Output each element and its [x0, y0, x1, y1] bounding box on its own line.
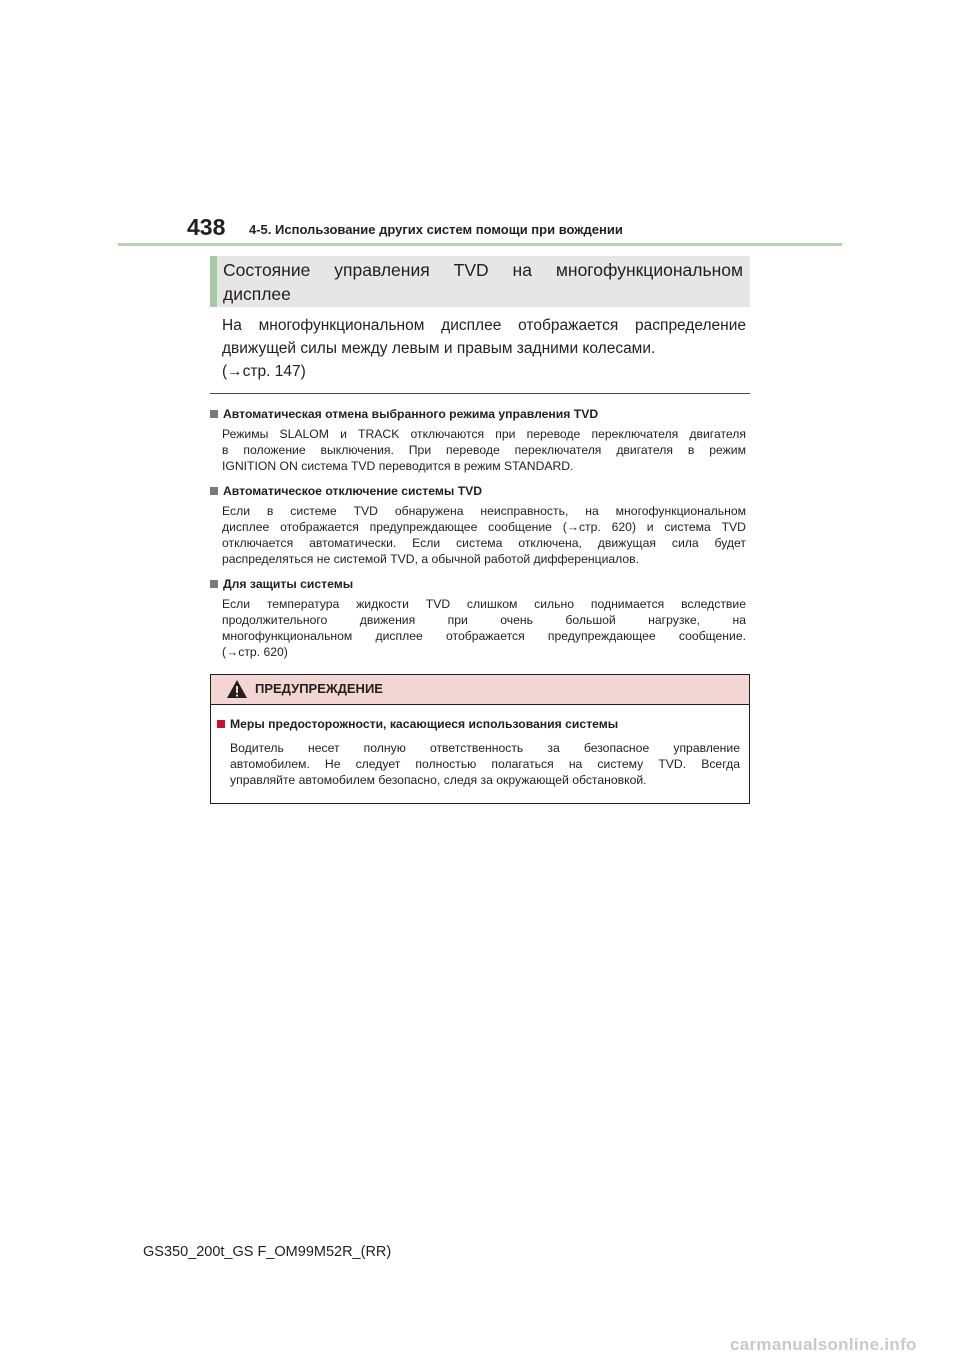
note-heading: Автоматическое отключение системы TVD	[210, 483, 746, 499]
section-title-line: Состояние управления TVD на многофункциональном	[223, 260, 743, 280]
note-line: продолжительного движения при очень большой нагрузке, на	[222, 613, 746, 627]
section-divider	[210, 393, 750, 394]
section-title-line: дисплее	[223, 284, 291, 304]
warning-title: ПРЕДУПРЕЖДЕНИЕ	[255, 681, 383, 696]
bullet-square-icon	[217, 720, 225, 728]
section-accent-bar	[210, 256, 217, 307]
note-block	[210, 576, 746, 660]
note-line: в положение выключения. При переводе переключателя двигателя в режим	[222, 443, 746, 457]
note-line: Если температура жидкости TVD слишком сильно поднимается вследствие	[222, 597, 746, 611]
intro-paragraph	[222, 314, 746, 383]
note-line: распределяться не системой TVD, а обычной работой дифференциалов.	[222, 552, 640, 566]
watermark: carmanualsonline.info	[730, 1335, 917, 1354]
note-line: Если в системе TVD обнаружена неисправность, на многофункциональном	[222, 504, 746, 518]
note-body	[222, 426, 746, 474]
warning-triangle-icon	[226, 679, 248, 699]
intro-line: движущей силы между левым и правым задними колесами.	[222, 340, 656, 357]
bullet-square-icon	[210, 487, 218, 495]
note-line: дисплее отображается предупреждающее сообщение (→стр. 620) и система TVD	[222, 520, 746, 534]
warning-header	[211, 675, 749, 705]
note-body	[222, 596, 746, 660]
warning-line: управляйте автомобилем безопасно, следя за окружающей обстановкой.	[230, 773, 647, 787]
bullet-square-icon	[210, 410, 218, 418]
page-reference-link: (→стр. 147)	[222, 363, 306, 380]
note-line: отключается автоматически. Если система отключена, движущая сила будет	[222, 536, 746, 550]
note-line: IGNITION ON система TVD переводится в режим STANDARD.	[222, 459, 574, 473]
section-heading-box	[210, 256, 750, 307]
header-divider	[118, 243, 842, 246]
note-line: многофункциональном дисплее отображается предупреждающее сообщение.	[222, 629, 746, 643]
note-body	[222, 503, 746, 567]
note-heading: Автоматическая отмена выбранного режима управления TVD	[210, 406, 746, 422]
footer-code: GS350_200t_GS F_OM99M52R_(RR)	[143, 1244, 392, 1260]
warning-box	[210, 674, 750, 804]
intro-line: На многофункциональном дисплее отображается распределение	[222, 317, 746, 334]
note-block	[210, 406, 746, 474]
section-title	[223, 258, 743, 306]
note-line: Режимы SLALOM и TRACK отключаются при переводе переключателя двигателя	[222, 427, 746, 441]
warning-line: автомобилем. Не следует полностью полагаться на систему TVD. Всегда	[230, 757, 740, 771]
page-header	[187, 214, 747, 244]
warning-body	[230, 740, 740, 788]
note-line: (→стр. 620)	[222, 645, 288, 659]
note-block	[210, 483, 746, 567]
page-number: 438	[187, 214, 226, 240]
warning-line: Водитель несет полную ответственность за безопасное управление	[230, 741, 740, 755]
warning-subheading: Меры предосторожности, касающиеся использования системы	[217, 717, 618, 731]
chapter-title: 4-5. Использование других систем помощи при вождении	[249, 222, 623, 237]
note-heading: Для защиты системы	[210, 576, 746, 592]
bullet-square-icon	[210, 580, 218, 588]
